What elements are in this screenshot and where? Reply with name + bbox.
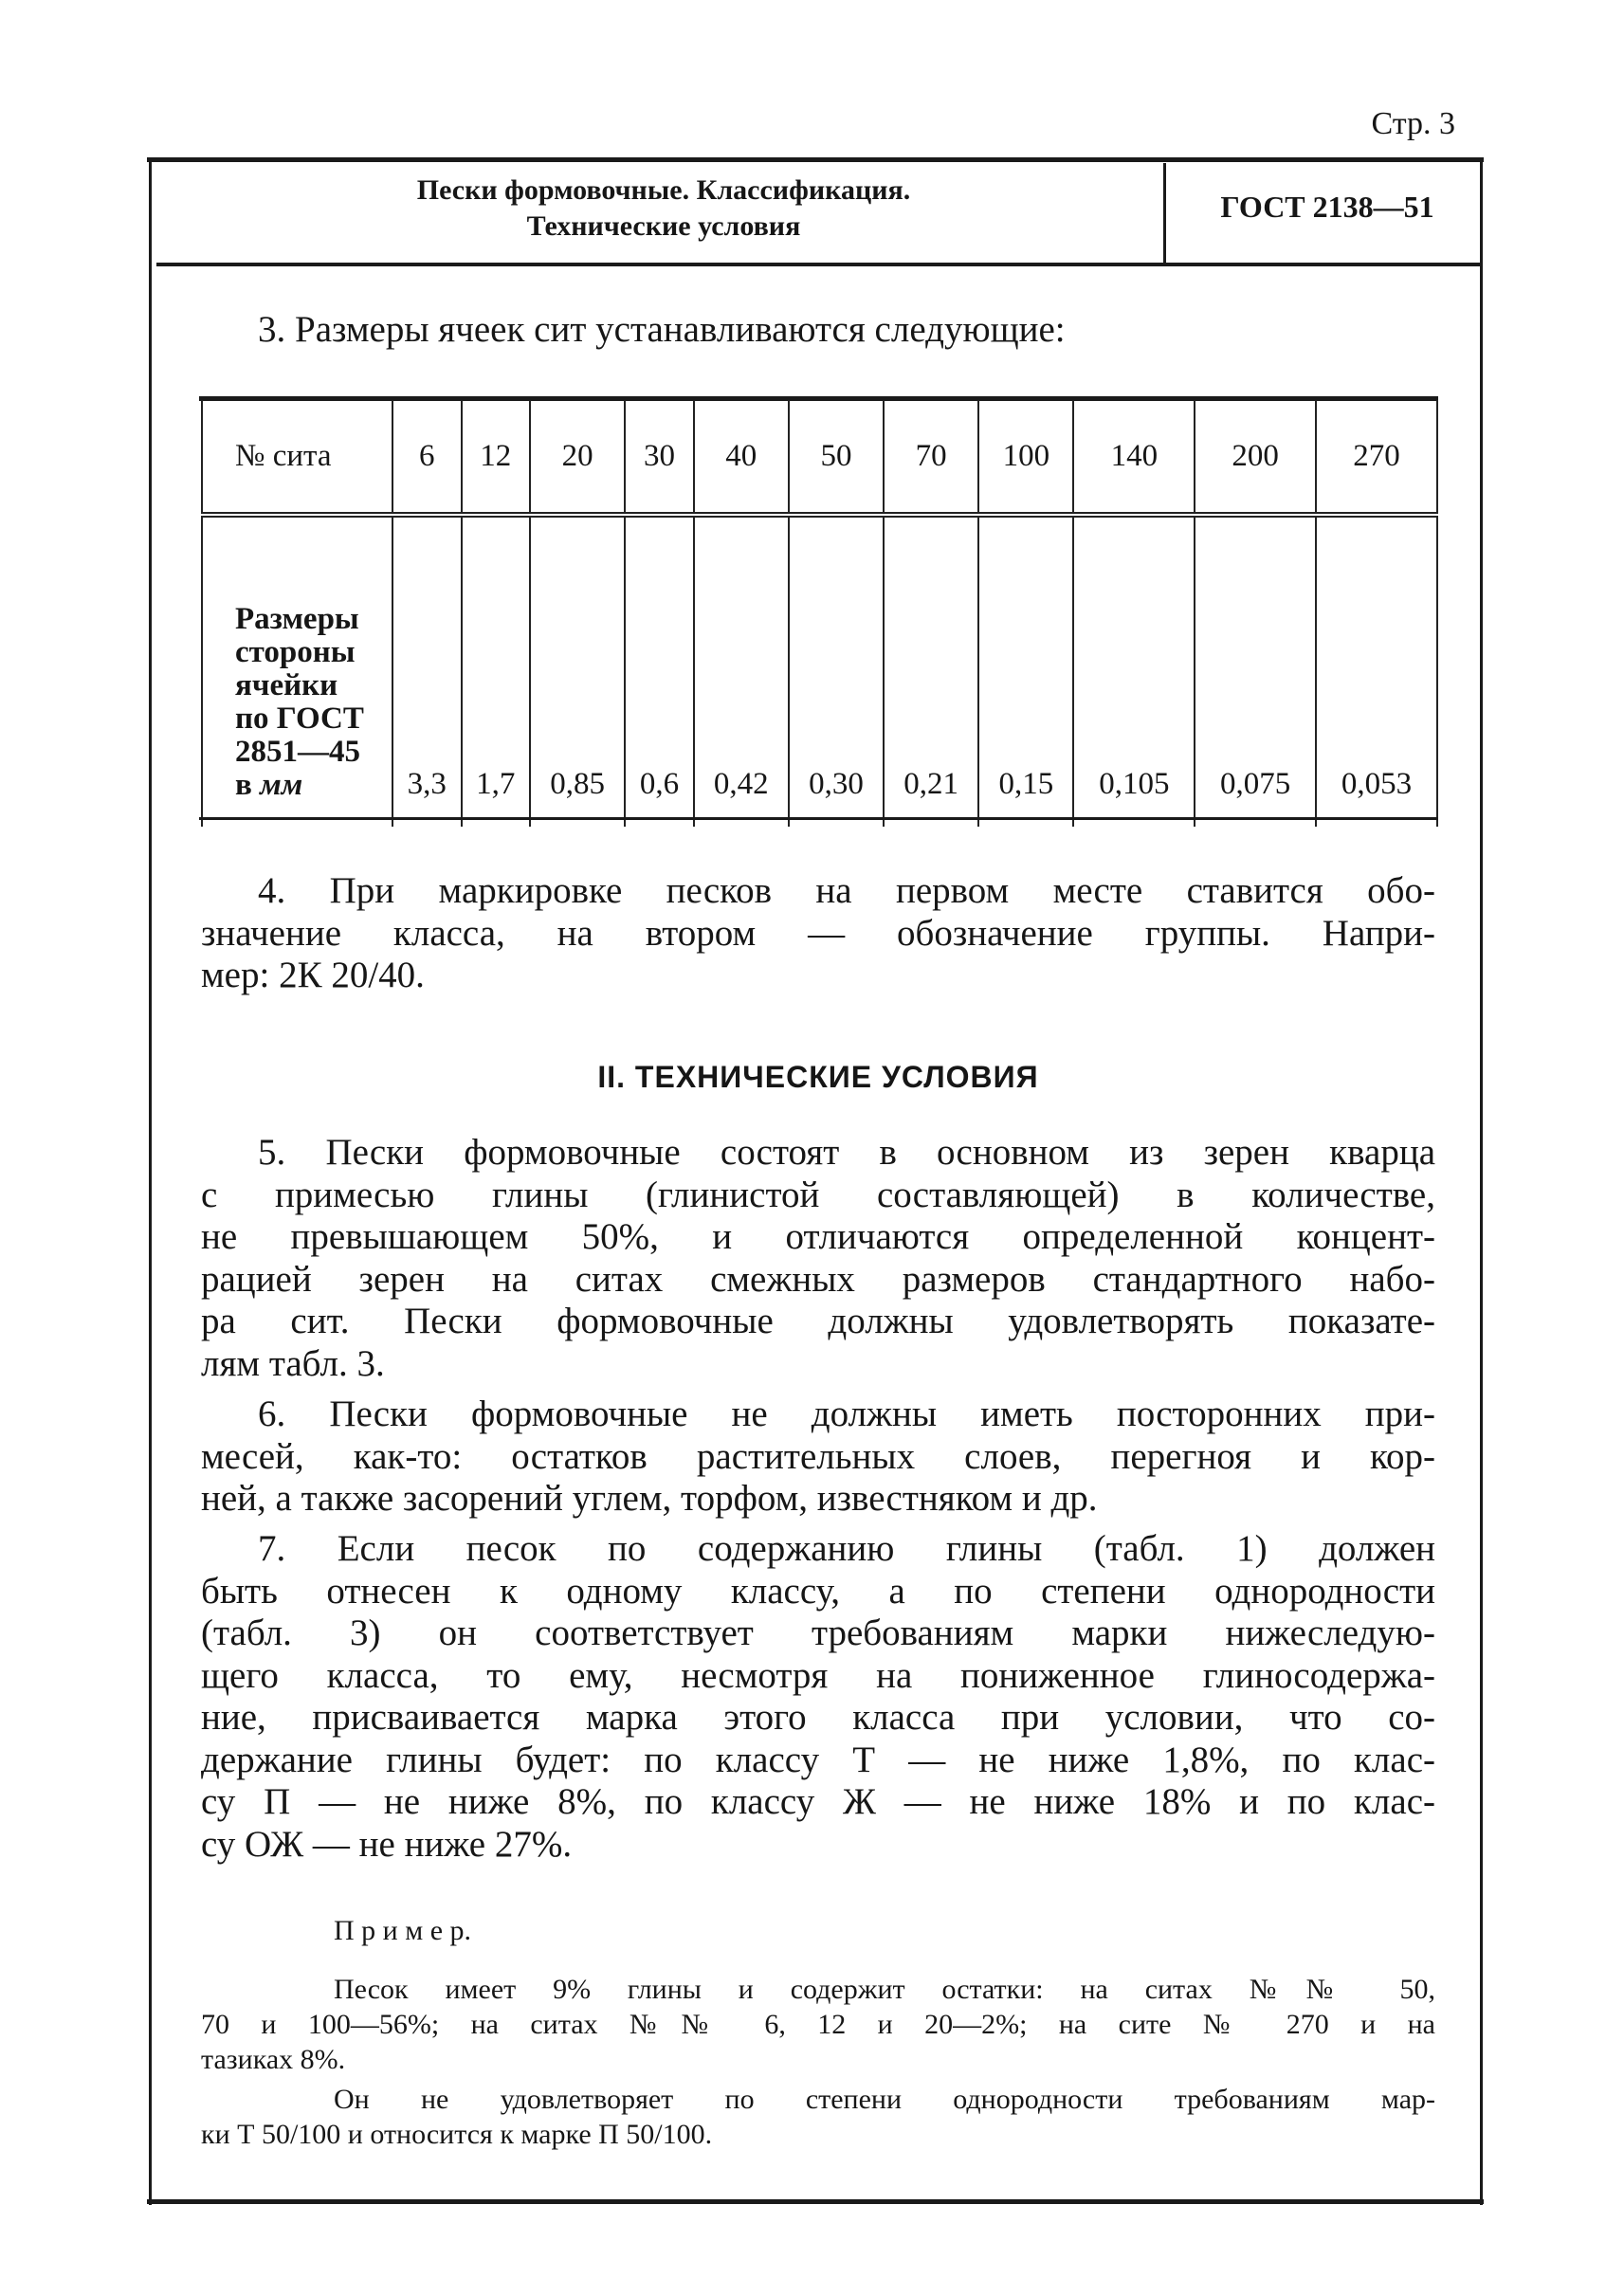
text-line: ки Т 50/100 и относится к марке П 50/100. (201, 2119, 713, 2150)
sieve-number: 270 (1316, 400, 1437, 515)
paragraph-4 (201, 870, 1435, 997)
text-line: с примесью глины (глинистой составляющей) в количестве, (201, 1174, 1435, 1215)
row-label-line: ячейки (235, 668, 338, 702)
text-line: 7. Если песок по содержанию глины (табл. 1) должен (258, 1528, 1435, 1569)
example-label (201, 1913, 1435, 1948)
row-label-line: стороны (235, 635, 356, 669)
sieve-number: 50 (789, 400, 884, 515)
text-line: Песок имеет 9% глины и содержит остатки: на ситах №№ 50, (334, 1974, 1435, 2005)
paragraph-3 (201, 309, 1435, 352)
row-label-line: по ГОСТ (235, 702, 364, 736)
sieve-size-table (201, 400, 1438, 827)
text-line: значение класса, на втором — обозначение группы. Напри- (201, 912, 1435, 954)
example-paragraph-2 (201, 2082, 1435, 2152)
text-line: не превышающем 50%, и отличаются определенной концент- (201, 1216, 1435, 1257)
frame-top-rule (147, 157, 1484, 162)
sieve-number: 200 (1195, 400, 1316, 515)
text-line: Он не удовлетворяет по степени однородности требованиям мар- (334, 2084, 1435, 2115)
frame-right-rule (1480, 157, 1483, 2205)
mesh-size: 0,053 (1316, 515, 1437, 827)
mesh-size: 0,6 (625, 515, 694, 827)
row-label-line: 2851—45 (235, 735, 360, 769)
sieve-number: 30 (625, 400, 694, 515)
title-line: Технические условия (526, 210, 801, 242)
text-line: месей, как-то: остатков растительных слоев, перегноя и кор- (201, 1435, 1435, 1477)
document-title (284, 173, 1043, 245)
sieve-number: 6 (392, 400, 462, 515)
table-header-row (202, 400, 1437, 515)
mesh-size: 0,105 (1073, 515, 1195, 827)
text-line: П р и м е р. (334, 1915, 472, 1946)
mesh-size: 0,21 (884, 515, 978, 827)
table-bottom-rule (199, 817, 1438, 820)
mesh-size: 0,42 (694, 515, 789, 827)
text-line: су П — не ниже 8%, по классу Ж — не ниже 18% и по клас- (201, 1781, 1435, 1822)
row-label-line: Размеры (235, 602, 359, 636)
paragraph-5 (201, 1132, 1435, 1385)
mesh-size: 0,075 (1195, 515, 1316, 827)
header-label: № сита (202, 400, 392, 515)
text-line: ней, а также засорений углем, торфом, известняком и др. (201, 1478, 1098, 1519)
sieve-number: 70 (884, 400, 978, 515)
text-line: щего класса, то ему, несмотря на пониженное глиносодержа- (201, 1654, 1435, 1696)
mesh-size: 0,30 (789, 515, 884, 827)
mesh-size: 0,85 (530, 515, 625, 827)
mesh-size: 3,3 (392, 515, 462, 827)
text-line: су ОЖ — не ниже 27%. (201, 1823, 573, 1865)
table-data-row (202, 515, 1437, 827)
example-paragraph-1 (201, 1972, 1435, 2077)
standard-number: ГОСТ 2138—51 (1220, 190, 1434, 224)
text-line: ние, присваивается марка этого класса при условии, что со- (201, 1697, 1435, 1738)
row-label-line (235, 769, 392, 802)
text-line: ра сит. Пески формовочные должны удовлетворять показате- (201, 1301, 1435, 1341)
text-line: 6. Пески формовочные не должны иметь посторонних при- (258, 1394, 1435, 1434)
page-number: Стр. 3 (1371, 106, 1455, 141)
text-line: быть отнесен к одному классу, а по степени однородности (201, 1570, 1435, 1612)
header-divider (1163, 163, 1166, 264)
sieve-number: 40 (694, 400, 789, 515)
paragraph-7 (201, 1528, 1435, 1866)
row-label (202, 515, 392, 827)
text-line: 70 и 100—56%; на ситах №№ 6, 12 и 20—2%; на сите № 270 и на (201, 2009, 1435, 2040)
sieve-number: 20 (530, 400, 625, 515)
text-line: мер: 2К 20/40. (201, 955, 425, 995)
paragraph-6 (201, 1394, 1435, 1521)
text-line: тазиках 8%. (201, 2044, 346, 2075)
text-line: 3. Размеры ячеек сит устанавливаются следующие: (258, 309, 1066, 350)
sieve-number: 100 (978, 400, 1073, 515)
text-line: рацией зерен на ситах смежных размеров стандартного набо- (201, 1258, 1435, 1300)
header-bottom-rule (156, 263, 1480, 266)
unit: мм (260, 768, 303, 802)
sieve-number: 12 (462, 400, 531, 515)
text-line: лям табл. 3. (201, 1342, 385, 1384)
frame-left-rule (149, 157, 152, 2205)
unit-prefix: в (235, 768, 252, 802)
mesh-size: 1,7 (462, 515, 531, 827)
text-line: 4. При маркировке песков на первом месте ставится обо- (258, 870, 1435, 911)
frame-bottom-rule (147, 2199, 1484, 2204)
mesh-size: 0,15 (978, 515, 1073, 827)
text-line: 5. Пески формовочные состоят в основном из зерен кварца (258, 1132, 1435, 1173)
section-heading: II. ТЕХНИЧЕСКИЕ УСЛОВИЯ (597, 1060, 1039, 1094)
text-line: держание глины будет: по классу Т — не ниже 1,8%, по клас- (201, 1739, 1435, 1780)
sieve-number: 140 (1073, 400, 1195, 515)
title-line: Пески формовочные. Классификация. (416, 174, 911, 206)
text-line: (табл. 3) он соответствует требованиям марки нижеследую- (201, 1613, 1435, 1653)
